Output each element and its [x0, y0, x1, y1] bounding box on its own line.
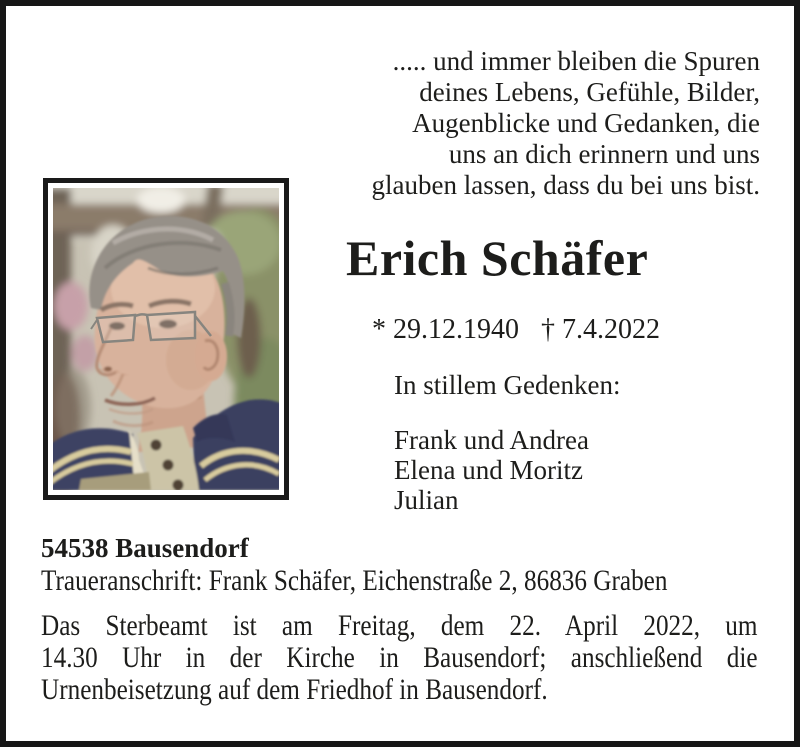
verse-line: ..... und immer bleiben die Spuren	[392, 46, 760, 76]
verse-line: deines Lebens, Gefühle, Bilder,	[419, 77, 760, 107]
city-line: 54538 Bausendorf	[41, 533, 249, 563]
memorial-verse	[372, 46, 760, 201]
portrait-photo-illustration	[53, 188, 279, 490]
verse-line: uns an dich erinnern und uns	[448, 139, 760, 169]
service-announcement	[41, 610, 758, 706]
portrait-photo	[43, 178, 289, 500]
verse-line: glauben lassen, dass du bei uns bist.	[371, 170, 760, 200]
death-date: † 7.4.2022	[541, 314, 660, 345]
verse-line: Augenblicke und Gedanken, die	[412, 108, 760, 138]
glasses	[91, 312, 211, 342]
mourners-list	[394, 425, 589, 515]
mourner-line: Frank und Andrea	[394, 425, 589, 455]
service-line: Urnenbeisetzung auf dem Friedhof in Bausendorf.	[41, 673, 548, 706]
mourner-line: Elena und Moritz	[394, 455, 583, 485]
life-dates	[372, 315, 660, 345]
remembrance-label: In stillem Gedenken:	[394, 370, 621, 400]
service-line: Das Sterbeamt ist am Freitag, dem 22. April 2022, um	[41, 609, 758, 642]
birth-date: * 29.12.1940	[372, 314, 519, 345]
deceased-name: Erich Schäfer	[346, 230, 649, 286]
mourner-line: Julian	[394, 485, 459, 515]
mourning-address-line: Traueranschrift: Frank Schäfer, Eichenstraße 2, 86836 Graben	[41, 564, 668, 597]
service-line: 14.30 Uhr in der Kirche in Bausendorf; anschließend die	[41, 641, 758, 674]
